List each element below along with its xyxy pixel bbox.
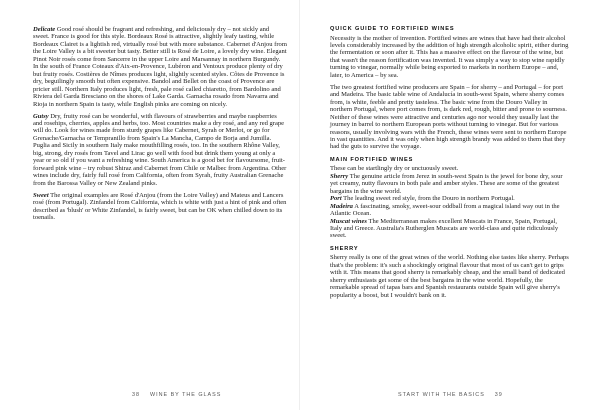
section-sherry (330, 246, 570, 299)
term-gutsy: Gutsy (33, 112, 49, 120)
right-page (300, 0, 600, 410)
paragraph-muscat-entry (330, 218, 570, 240)
left-folio (132, 392, 231, 398)
left-page-number: 38 (132, 392, 140, 398)
paragraph-delicate (33, 26, 287, 108)
heading-sherry: SHERRY (330, 245, 359, 252)
left-column (33, 26, 287, 226)
paragraph-madeira-entry (330, 203, 570, 218)
heading-quick-guide: QUICK GUIDE TO FORTIFIED WINES (330, 26, 455, 32)
text-sherry-entry: The genuine article from Jerez in south-west Spain is the jewel for bone dry, sour yet creamy, nutty flavours in both pale and amber styles. These are some of the greatest bargains in the wine world. (330, 172, 563, 195)
paragraph-intro (330, 165, 570, 172)
paragraph-port-entry (330, 195, 570, 202)
term-port: Port (330, 195, 342, 203)
right-column (330, 26, 570, 305)
section-quick-guide (330, 26, 570, 151)
term-sweet: Sweet (33, 191, 49, 199)
term-madeira: Madeira (330, 202, 353, 210)
section-main-fortified (330, 157, 570, 240)
term-muscat: Muscat wines (330, 217, 367, 225)
paragraph-sherry-entry (330, 173, 570, 195)
term-sherry: Sherry (330, 172, 349, 180)
text-gutsy: Dry, fruity rosé can be wonderful, with flavours of strawberries and maybe raspberries and rosehips, cherries, apples and herbs, too. Most countries make a dry rosé, and any red grape will do. Look for wines made from sturdy grapes like Cabernet, Syrah or Merlot, or go for Grenache/Garnacha or Tempranillo from Spain's La Mancha, Campo de Borja and Jumilla. Puglia and Sicily in southern Italy make mouthfilling rosés, too. In the southern Rhône Valley, big, strong, dry rosés from Tavel and Lirac go well with food but drink them young at only a year or so old if you want a refreshing wine. South America is a good bet for flavoursome, fruit-forward pink wine – try robust Shiraz and Cabernet from Chile or Malbec from Argentina. Other wines include dry, fairly full rosé from California, often from Syrah, fruity Australian Grenache from the Barossa Valley or New Zealand pinks. (33, 112, 287, 187)
text-intro: These can be startlingly dry or unctuously sweet. (330, 165, 459, 173)
paragraph-sweet (33, 192, 287, 222)
heading-main-fortified: MAIN FORTIFIED WINES (330, 156, 414, 163)
right-page-number: 39 (494, 392, 503, 398)
paragraph-necessity (330, 35, 570, 80)
paragraph-producers (330, 84, 570, 151)
right-running-title: START WITH THE BASICS (398, 392, 485, 398)
text-necessity: Necessity is the mother of invention. Fortified wines are wines that have had their alcohol levels considerably increased by the addition of high strength alcoholic spirit, either during the fermentation or soon after it. This has a massive effect on the flavour of the wine, but that wasn't the reason fortification was invented. It was simply a way to stop wine rapidly turning to vinegar, normally while being exported to markets in northern Europe – and, later, to America – by sea. (330, 34, 569, 79)
text-producers: The two greatest fortified wine producers are Spain – for sherry – and Portugal – for port and Madeira. The basic table wine of Andalucía in south-west Spain, where sherry comes from, is white, feeble and pretty tasteless. The basic wine from the Douro Valley in northern Portugal, where port comes from, is dark red, rough, bitter and prone to sourness. Neither of these wines were attractive and centuries ago nor would they usually last the journey in barrel to northern European ports without turning to vinegar. But for various reasons, usually involving wars with the French, these wines were sent to northern Europe in vast quantities. And it was only when high strength brandy was added to them that they had the guts to survive the voyage. (330, 83, 567, 151)
text-sherry: Sherry really is one of the great wines of the world. Nothing else tastes like sherry. Perhaps that's the problem: it's such a shockingly original flavour that most of us can't get to grips with it. This means that good sherry is remarkably cheap, and the small band of dedicated sherry enthusiasts get some of the best bargains in the wine world. Hopefully, the remarkable spread of tapas bars and Spanish restaurants outside Spain will give sherry's popularity a boost, but I wouldn't bank on it. (330, 254, 569, 299)
text-port-entry: The leading sweet red style, from the Douro in northern Portugal. (341, 195, 515, 203)
text-delicate: Good rosé should be fragrant and refreshing, and deliciously dry – not sickly and sweet. France is good for this style. Bordeaux Rosé is attractive, slightly leafy tasting, while Bordeaux Clairet is a lightish red, virtually rosé but with more substance. Cabernet d'Anjou from the Loire Valley is a bit sweeter but tasty. Better still is Rosé de Loire, a lovely dry wine. Elegant Pinot Noir rosés come from Sancerre in the upper Loire and Marsannay in northern Burgundy. In the south of France Coteaux d'Aix-en-Provence, Lubéron and Ventoux produce plenty of dry but fruity rosés. Costières de Nîmes produces light, slightly scented styles. Côtes de Provence is dry, beguilingly smooth but often expensive. Bandol and Bellet on the coast of Provence are pricier still. Northern Italy produces light, fresh, pale rosé called chiaretto, from Bardolino and Riviera del Garda Bresciano on the shores of Lake Garda. Garnacha rosado from Navarra and Rioja in northern Spain is tasty, while English pinks are coming on nicely. (33, 26, 287, 108)
text-muscat-entry: The Mediterranean makes excellent Muscats in France, Spain, Portugal, Italy and Greece. Australia's Rutherglen Muscats are world-class and quite ridiculously sweet. (330, 217, 559, 240)
text-sweet: The original examples are Rosé d'Anjou (from the Loire Valley) and Mateus and Lancers rosé (from Portugal). Zinfandel from California, which is white with just a hint of pink and often described as 'blush' or White Zinfandel, is fairly sweet, but can be OK when chilled down to its toenails. (33, 191, 287, 222)
right-folio (398, 392, 513, 398)
left-running-title: WINE BY THE GLASS (150, 392, 222, 398)
paragraph-gutsy (33, 113, 287, 188)
text-madeira-entry: A fascinating, smoky, sweet-sour oddball from a magical island way out in the Atlantic Ocean. (330, 202, 560, 218)
term-delicate: Delicate (33, 26, 56, 33)
paragraph-sherry (330, 254, 570, 299)
